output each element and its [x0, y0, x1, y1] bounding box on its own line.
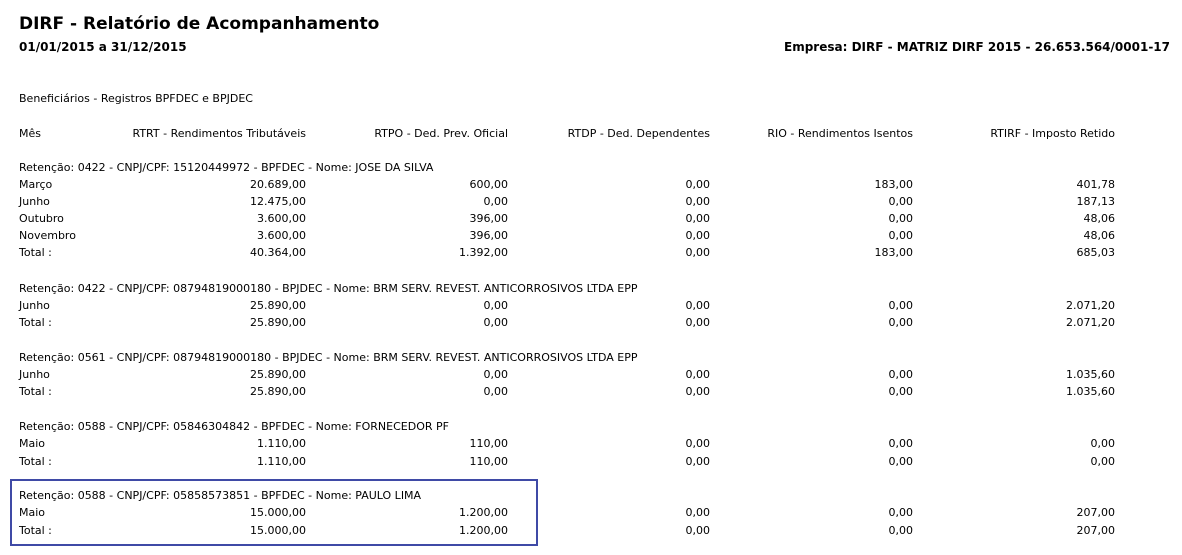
table-row	[0, 178, 1182, 195]
table-cell: 396,00	[469, 212, 508, 225]
table-cell: Junho	[19, 195, 50, 208]
table-cell: 25.890,00	[250, 299, 306, 312]
table-cell: 183,00	[874, 178, 913, 191]
table-cell: 0,00	[888, 195, 913, 208]
table-cell: 2.071,20	[1066, 299, 1115, 312]
table-cell: 0,00	[685, 212, 710, 225]
table-cell: 0,00	[685, 246, 710, 259]
table-cell: 685,03	[1076, 246, 1115, 259]
table-cell: 0,00	[685, 524, 710, 537]
table-cell: 396,00	[469, 229, 508, 242]
table-cell: 0,00	[888, 368, 913, 381]
table-cell: 2.071,20	[1066, 316, 1115, 329]
table-cell: 110,00	[469, 437, 508, 450]
table-cell: 48,06	[1083, 212, 1115, 225]
table-cell: 0,00	[888, 299, 913, 312]
table-cell: 0,00	[685, 299, 710, 312]
table-cell: 40.364,00	[250, 246, 306, 259]
table-cell: 0,00	[685, 229, 710, 242]
table-cell: 3.600,00	[257, 229, 306, 242]
section-title: Beneficiários - Registros BPFDEC e BPJDEC	[19, 92, 253, 105]
group-header: Retenção: 0588 - CNPJ/CPF: 05846304842 - BPFDEC - Nome: FORNECEDOR PF	[19, 420, 449, 433]
table-cell: Março	[19, 178, 53, 191]
table-cell: 1.110,00	[257, 437, 306, 450]
table-cell: 0,00	[888, 212, 913, 225]
table-cell: 110,00	[469, 455, 508, 468]
table-cell: 600,00	[469, 178, 508, 191]
table-cell: 1.200,00	[459, 524, 508, 537]
table-cell: 15.000,00	[250, 524, 306, 537]
table-cell: 0,00	[483, 195, 508, 208]
table-cell: 0,00	[888, 229, 913, 242]
table-cell: 0,00	[888, 316, 913, 329]
table-cell: 25.890,00	[250, 368, 306, 381]
table-cell: 0,00	[888, 524, 913, 537]
table-row	[0, 229, 1182, 246]
table-row	[0, 368, 1182, 385]
table-cell: 1.110,00	[257, 455, 306, 468]
column-header: RIO - Rendimentos Isentos	[767, 127, 913, 140]
group-header: Retenção: 0561 - CNPJ/CPF: 08794819000180 - BPJDEC - Nome: BRM SERV. REVEST. ANTICORROSIVOS LTDA EPP	[19, 351, 638, 364]
report-title: DIRF - Relatório de Acompanhamento	[19, 14, 380, 34]
table-cell: 1.392,00	[459, 246, 508, 259]
total-row	[0, 385, 1182, 402]
table-cell: 15.000,00	[250, 506, 306, 519]
table-row	[0, 299, 1182, 316]
report-period: 01/01/2015 a 31/12/2015	[19, 40, 187, 54]
table-row	[0, 437, 1182, 454]
table-cell: 0,00	[685, 385, 710, 398]
table-cell: 0,00	[685, 506, 710, 519]
table-cell: Maio	[19, 437, 46, 450]
table-cell: 207,00	[1076, 524, 1115, 537]
table-cell: 0,00	[483, 299, 508, 312]
table-cell: 20.689,00	[250, 178, 306, 191]
table-cell: 0,00	[685, 368, 710, 381]
table-row	[0, 195, 1182, 212]
column-header: RTRT - Rendimentos Tributáveis	[132, 127, 306, 140]
table-cell: Total :	[19, 524, 52, 537]
table-cell: 1.035,60	[1066, 385, 1115, 398]
table-cell: 0,00	[685, 178, 710, 191]
table-cell: 12.475,00	[250, 195, 306, 208]
column-header: RTDP - Ded. Dependentes	[567, 127, 710, 140]
table-cell: Junho	[19, 368, 50, 381]
table-cell: 25.890,00	[250, 385, 306, 398]
table-cell: Total :	[19, 455, 52, 468]
group-header: Retenção: 0422 - CNPJ/CPF: 15120449972 - BPFDEC - Nome: JOSE DA SILVA	[19, 161, 434, 174]
table-cell: 207,00	[1076, 506, 1115, 519]
column-header: RTPO - Ded. Prev. Oficial	[374, 127, 508, 140]
table-cell: 1.035,60	[1066, 368, 1115, 381]
total-row	[0, 455, 1182, 472]
table-cell: 48,06	[1083, 229, 1115, 242]
table-cell: 0,00	[483, 316, 508, 329]
table-cell: Total :	[19, 385, 52, 398]
column-header-row	[0, 127, 1182, 144]
table-cell: 0,00	[1090, 455, 1115, 468]
table-cell: 401,78	[1076, 178, 1115, 191]
group-header: Retenção: 0588 - CNPJ/CPF: 05858573851 - BPFDEC - Nome: PAULO LIMA	[19, 489, 422, 502]
column-header: Mês	[19, 127, 41, 140]
total-row	[0, 524, 1182, 541]
table-cell: 0,00	[1090, 437, 1115, 450]
table-row	[0, 506, 1182, 523]
column-header: RTIRF - Imposto Retido	[990, 127, 1115, 140]
table-cell: 0,00	[888, 506, 913, 519]
table-cell: 0,00	[483, 385, 508, 398]
table-cell: 0,00	[483, 368, 508, 381]
table-cell: 0,00	[685, 195, 710, 208]
table-cell: 0,00	[888, 437, 913, 450]
table-cell: Junho	[19, 299, 50, 312]
table-cell: Novembro	[19, 229, 76, 242]
table-cell: 187,13	[1076, 195, 1115, 208]
table-cell: Total :	[19, 316, 52, 329]
table-cell: 0,00	[685, 316, 710, 329]
table-cell: 183,00	[874, 246, 913, 259]
table-cell: 25.890,00	[250, 316, 306, 329]
group-header: Retenção: 0422 - CNPJ/CPF: 08794819000180 - BPJDEC - Nome: BRM SERV. REVEST. ANTICORROSIVOS LTDA EPP	[19, 282, 638, 295]
table-cell: 1.200,00	[459, 506, 508, 519]
table-cell: 0,00	[888, 455, 913, 468]
table-cell: 3.600,00	[257, 212, 306, 225]
total-row	[0, 246, 1182, 263]
table-cell: Total :	[19, 246, 52, 259]
report-company: Empresa: DIRF - MATRIZ DIRF 2015 - 26.653.564/0001-17	[784, 40, 1170, 54]
total-row	[0, 316, 1182, 333]
table-cell: Maio	[19, 506, 46, 519]
table-cell: 0,00	[685, 437, 710, 450]
table-cell: Outubro	[19, 212, 64, 225]
table-cell: 0,00	[685, 455, 710, 468]
table-row	[0, 212, 1182, 229]
table-cell: 0,00	[888, 385, 913, 398]
